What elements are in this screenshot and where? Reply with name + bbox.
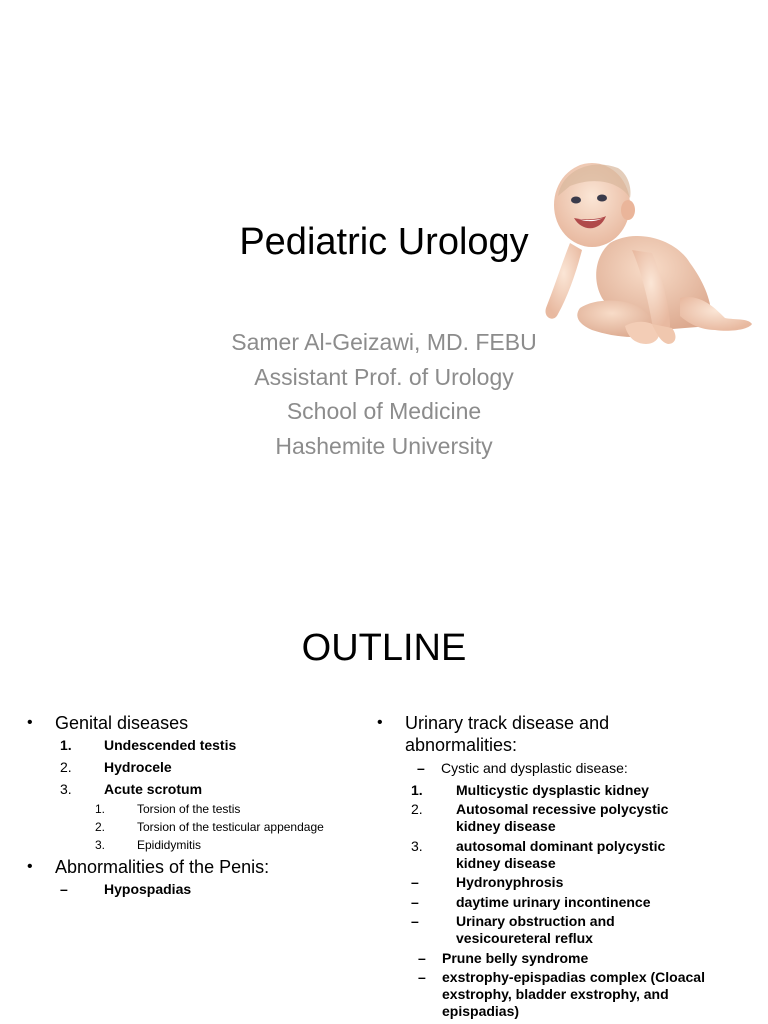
slide-title: Pediatric Urology: [239, 221, 529, 263]
author-position: Assistant Prof. of Urology: [254, 363, 514, 390]
author-school: School of Medicine: [286, 398, 482, 424]
bullet-icon: •: [27, 714, 33, 731]
outline-right-column: [377, 712, 737, 1023]
list-item: 3. Acute scrotum: [60, 781, 203, 797]
list-item: – Urinary obstruction and vesicoureteral reflux: [411, 913, 615, 946]
list-item: – Hydronyphrosis: [411, 874, 564, 890]
author-name: Samer Al-Geizawi, MD. FEBU: [231, 329, 537, 355]
list-item: • Genital diseases: [27, 713, 189, 733]
list-item: – Prune belly syndrome: [418, 949, 589, 966]
list-item: 3. autosomal dominant polycystic kidney disease: [411, 837, 666, 871]
list-item: 3. Epididymitis: [95, 838, 202, 852]
list-item: – exstrophy-epispadias complex (Cloacal exstrophy, bladder exstrophy, and epispadias): [418, 969, 705, 1019]
list-item: 1. Undescended testis: [60, 737, 237, 753]
author-university: Hashemite University: [275, 432, 493, 459]
list-item: • Abnormalities of the Penis:: [27, 857, 270, 877]
list-item: – Cystic and dysplastic disease:: [417, 760, 628, 776]
list-item: 1. Multicystic dysplastic kidney: [411, 781, 649, 798]
outline-title: OUTLINE: [301, 627, 467, 669]
bullet-icon: •: [27, 858, 33, 875]
bullet-icon: •: [377, 714, 383, 731]
list-item: 2. Hydrocele: [60, 759, 172, 775]
list-item: 2. Autosomal recessive polycystic kidney disease: [411, 801, 669, 834]
list-item: – daytime urinary incontinence: [411, 893, 651, 910]
list-item: 1. Torsion of the testis: [95, 802, 241, 816]
list-item: 2. Torsion of the testicular appendage: [95, 820, 324, 834]
outline-slide: [0, 576, 768, 1024]
list-item: • Urinary track disease and abnormalities:: [377, 713, 610, 755]
list-item: – Hypospadias: [60, 881, 192, 897]
outline-left-column: [27, 712, 372, 900]
baby-photo: [540, 158, 755, 353]
